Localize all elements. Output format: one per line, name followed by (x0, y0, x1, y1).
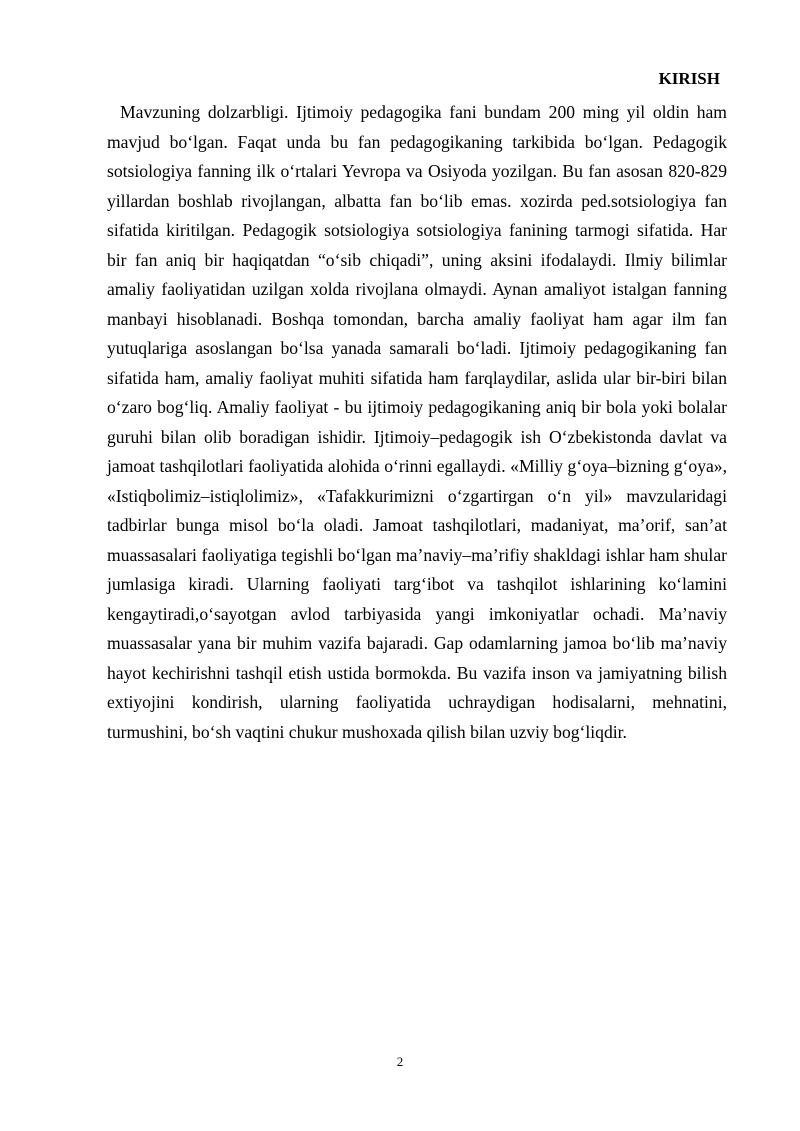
page-number: 2 (396, 1054, 404, 1069)
section-heading: KIRISH (658, 69, 720, 88)
body-paragraph: Mavzuning dolzarbligi. Ijtimoiy pedagogika fani bundam 200 ming yil oldin ham mavjud bo‘lgan. Faqat unda bu fan pedagogikaning tarkibida bo‘lgan. Pedagogik sotsiologiya fanning ilk o‘rtalari Yevropa va Osiyoda yozilgan. Bu fan asosan 820-829 yillardan boshlab rivojlangan, albatta fan bo‘lib emas. xozirda ped.sotsiologiya fan sifatida kiritilgan. Pedagogik sotsiologiya sotsiologiya fanining tarmogi sifatida. Har bir fan aniq bir haqiqatdan “o‘sib chiqadi”, uning aksini ifodalaydi. Ilmiy bilimlar amaliy faoliyatidan uzilgan xolda rivojlana olmaydi. Aynan amaliyot istalgan fanning manbayi hisoblanadi. Boshqa tomondan, barcha amaliy faoliyat ham agar ilm fan yutuqlariga asoslangan bo‘lsa yanada samarali bo‘ladi. Ijtimoiy pedagogikaning fan sifatida ham, amaliy faoliyat muhiti sifatida ham farqlaydilar, aslida ular bir-biri bilan o‘zaro bog‘liq. Amaliy faoliyat - bu ijtimoiy pedagogikaning aniq bir bola yoki bolalar guruhi bilan olib boradigan ishidir. Ijtimoiy–pedagogik ish O‘zbekistonda davlat va jamoat tashqilotlari faoliyatida alohida o‘rinni egallaydi. «Milliy g‘oya–bizning g‘oya», «Istiqbolimiz–istiqlolimiz», «Tafakkurimizni o‘zgartirgan o‘n yil» mavzularidagi tadbirlar bunga misol bo‘la oladi. Jamoat tashqilotlari, madaniyat, ma’orif, san’at muassasalari faoliyatiga tegishli bo‘lgan ma’naviy–ma’rifiy shakldagi ishlar ham shular jumlasiga kiradi. Ularning faoliyati targ‘ibot va tashqilot ishlarining ko‘lamini kengaytiradi,o‘sayotgan avlod tarbiyasida yangi imkoniyatlar ochadi. Ma’naviy muassasalar yana bir muhim vazifa bajaradi. Gap odamlarning jamoa bo‘lib ma’naviy hayot kechirishni tashqil etish ustida bormokda. Bu vazifa inson va jamiyatning bilish extiyojini kondirish, ularning faoliyatida uchraydigan hodisalarni, mehnatini, turmushini, bo‘sh vaqtini chukur mushoxada qilish bilan uzviy bog‘liqdir. (107, 102, 727, 742)
